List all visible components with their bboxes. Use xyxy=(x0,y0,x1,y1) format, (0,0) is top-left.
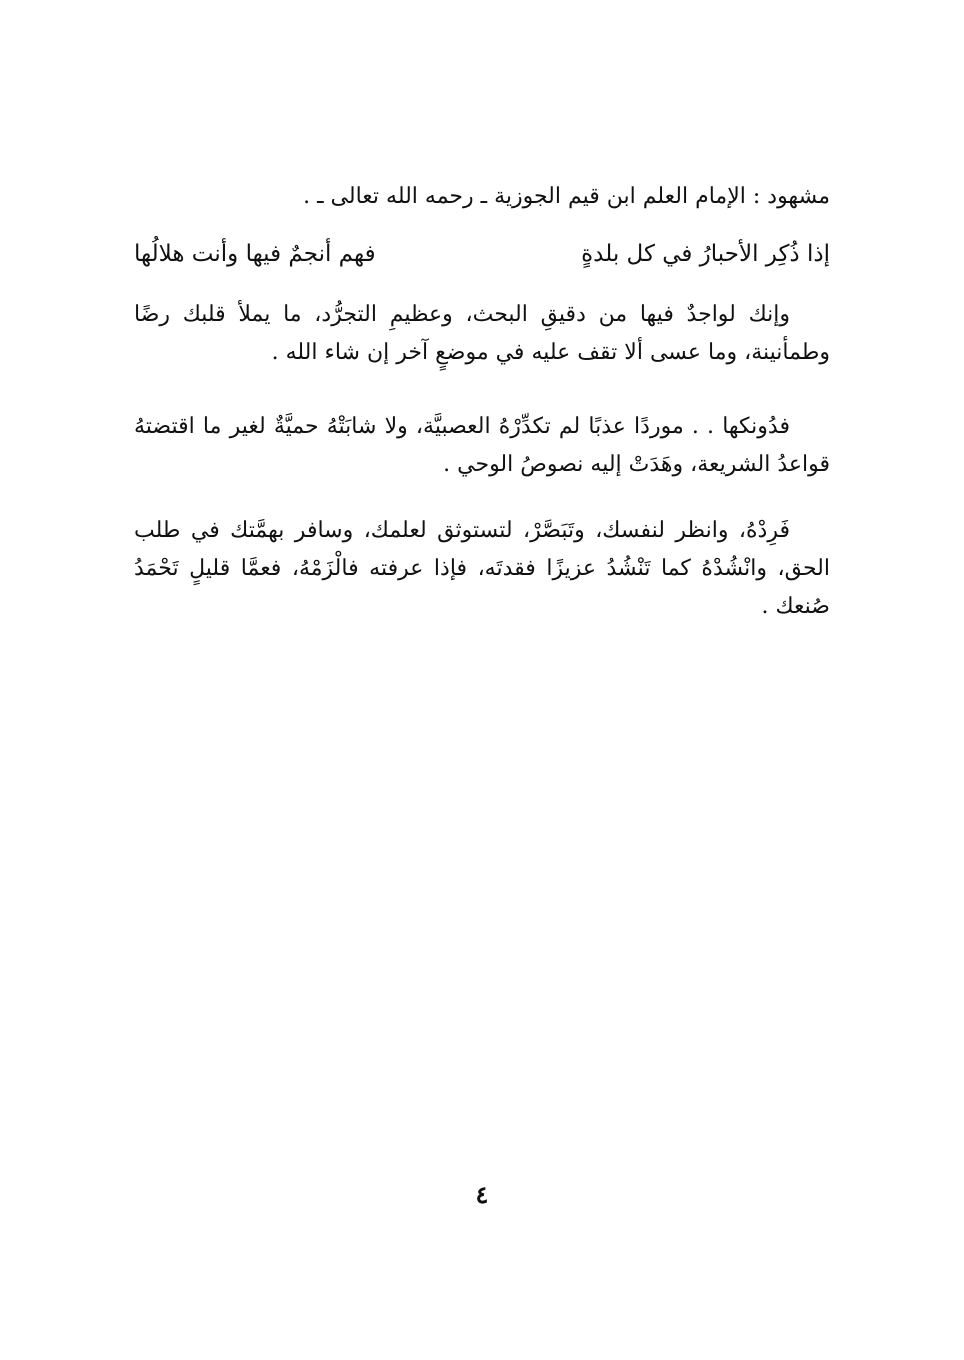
verse-first-hemistich: إذا ذُكِر الأحبارُ في كل بلدةٍ xyxy=(581,241,830,267)
paragraph: فَرِدْهُ، وانظر لنفسك، وتَبَصَّرْ، لتستوثق لعلمك، وسافر بهمَّتك في طلب الحق، وانْشُدْهُ كما تَنْشُدُ عزيزًا فقدتَه، فإذا عرفته فالْزَمْهُ، فعمَّا قليلٍ تَحْمَدُ صُنعك . xyxy=(134,518,830,619)
page-number: ٤ xyxy=(475,1180,489,1209)
paragraph-1-block xyxy=(134,296,830,372)
verse-second-hemistich: فهم أنجمٌ فيها وأنت هلالُها xyxy=(134,241,376,267)
paragraph: فدُونكها . . موردًا عذبًا لم تكدِّرْهُ العصبيَّة، ولا شابَتْهُ حميَّةٌ لغير ما اقتضتهُ قواعدُ الشريعة، وهَدَتْ إليه نصوصُ الوحي . xyxy=(134,414,830,477)
paragraph: وإنك لواجدٌ فيها من دقيقِ البحث، وعظيمِ التجرُّد، ما يملأ قلبك رضًا وطمأنينة، وما عسى ألا تقف عليه في موضعٍ آخر إن شاء الله . xyxy=(134,302,830,365)
paragraph-3-block xyxy=(134,512,830,626)
intro-line: مشهود : الإمام العلم ابن قيم الجوزية ـ رحمه الله تعالى ـ . xyxy=(303,184,830,209)
poetry-verse xyxy=(134,234,830,274)
paragraph-2-block xyxy=(134,408,830,484)
